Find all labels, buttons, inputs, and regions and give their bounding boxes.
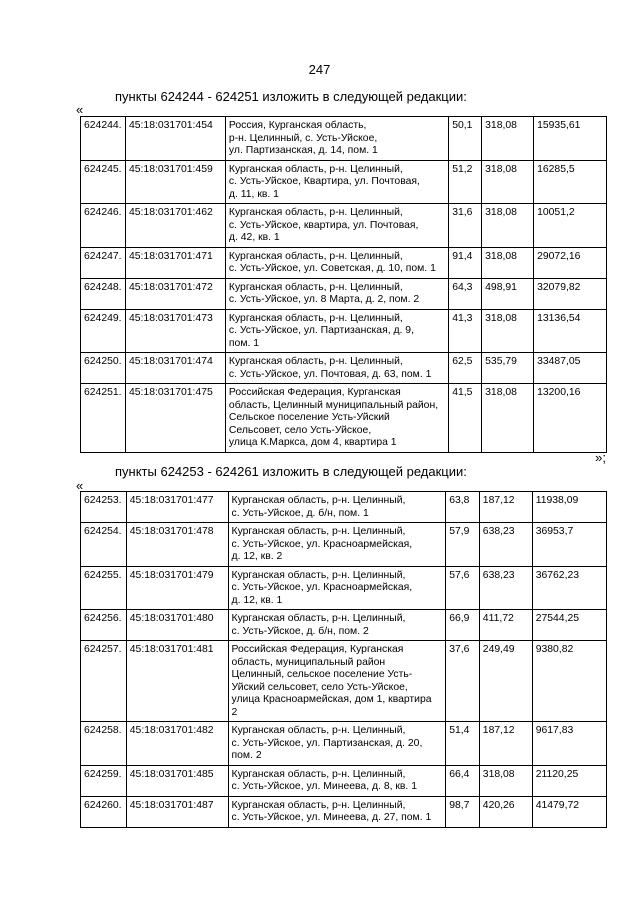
cadastral-value-cell: 36953,7 bbox=[532, 523, 606, 567]
cadastral-value-cell: 9380,82 bbox=[532, 641, 606, 722]
table-row bbox=[81, 204, 607, 248]
row-id-cell: 624258. bbox=[81, 722, 127, 766]
area-cell: 50,1 bbox=[449, 117, 482, 161]
address-cell: Курганская область, р-н. Целинный, с. Усть-Уйское, д. б/н, пом. 2 bbox=[228, 610, 446, 641]
rate-cell: 498,91 bbox=[482, 278, 534, 309]
table-row bbox=[81, 247, 607, 278]
area-cell: 41,5 bbox=[449, 384, 482, 453]
rate-cell: 187,12 bbox=[479, 722, 532, 766]
address-cell: Курганская область, р-н. Целинный, с. Усть-Уйское, ул. Почтовая, д. 63, пом. 1 bbox=[225, 353, 448, 384]
table-row bbox=[81, 523, 607, 567]
cadastral-value-cell: 29072,16 bbox=[534, 247, 607, 278]
area-cell: 66,4 bbox=[446, 765, 480, 796]
address-cell: Курганская область, р-н. Целинный, с. Усть-Уйское, квартира, ул. Почтовая, д. 42, кв. 1 bbox=[225, 204, 448, 248]
area-cell: 98,7 bbox=[446, 796, 480, 827]
row-id-cell: 624244. bbox=[81, 117, 126, 161]
table-row bbox=[81, 641, 607, 722]
table-row bbox=[81, 278, 607, 309]
rate-cell: 318,08 bbox=[479, 765, 532, 796]
table-row bbox=[81, 796, 607, 827]
row-id-cell: 624259. bbox=[81, 765, 127, 796]
cadastral-number-cell: 45:18:031701:480 bbox=[126, 610, 228, 641]
address-cell: Курганская область, р-н. Целинный, с. Усть-Уйское, Квартира, ул. Почтовая, д. 11, кв. 1 bbox=[225, 160, 448, 204]
rate-cell: 535,79 bbox=[482, 353, 534, 384]
cadastral-value-cell: 21120,25 bbox=[532, 765, 606, 796]
section1-close-quote: »; bbox=[595, 450, 606, 465]
cadastral-value-cell: 10051,2 bbox=[534, 204, 607, 248]
rate-cell: 318,08 bbox=[482, 309, 534, 353]
cadastral-number-cell: 45:18:031701:459 bbox=[125, 160, 225, 204]
row-id-cell: 624256. bbox=[81, 610, 127, 641]
table-row bbox=[81, 610, 607, 641]
row-id-cell: 624260. bbox=[81, 796, 127, 827]
address-cell: Россия, Курганская область, р-н. Целинный, с. Усть-Уйское, ул. Партизанская, д. 14, пом. 1 bbox=[225, 117, 448, 161]
cadastral-number-cell: 45:18:031701:454 bbox=[125, 117, 225, 161]
cadastral-number-cell: 45:18:031701:487 bbox=[126, 796, 228, 827]
cadastral-value-cell: 15935,61 bbox=[534, 117, 607, 161]
rate-cell: 638,23 bbox=[479, 566, 532, 610]
cadastral-value-cell: 27544,25 bbox=[532, 610, 606, 641]
cadastral-number-cell: 45:18:031701:471 bbox=[125, 247, 225, 278]
cadastral-value-cell: 32079,82 bbox=[534, 278, 607, 309]
area-cell: 64,3 bbox=[449, 278, 482, 309]
address-cell: Курганская область, р-н. Целинный, с. Усть-Уйское, ул. Советская, д. 10, пом. 1 bbox=[225, 247, 448, 278]
cadastral-value-cell: 16285,5 bbox=[534, 160, 607, 204]
area-cell: 66,9 bbox=[446, 610, 480, 641]
cadastral-value-cell: 36762,23 bbox=[532, 566, 606, 610]
address-cell: Курганская область, р-н. Целинный, с. Усть-Уйское, ул. Минеева, д. 8, кв. 1 bbox=[228, 765, 446, 796]
area-cell: 62,5 bbox=[449, 353, 482, 384]
row-id-cell: 624255. bbox=[81, 566, 127, 610]
row-id-cell: 624249. bbox=[81, 309, 126, 353]
cadastral-value-cell: 33487,05 bbox=[534, 353, 607, 384]
rate-cell: 318,08 bbox=[482, 384, 534, 453]
cadastral-number-cell: 45:18:031701:477 bbox=[126, 492, 228, 523]
area-cell: 41,3 bbox=[449, 309, 482, 353]
cadastral-value-cell: 9617,83 bbox=[532, 722, 606, 766]
address-cell: Российская Федерация, Курганская область, Целинный муниципальный район, Сельское поселение Усть-Уйский Сельсовет, село Усть-Уйское, улица К.Маркса, дом 4, квартира 1 bbox=[225, 384, 448, 453]
cadastral-number-cell: 45:18:031701:479 bbox=[126, 566, 228, 610]
table-row bbox=[81, 765, 607, 796]
cadastral-value-cell: 13136,54 bbox=[534, 309, 607, 353]
cadastral-number-cell: 45:18:031701:462 bbox=[125, 204, 225, 248]
row-id-cell: 624246. bbox=[81, 204, 126, 248]
rate-cell: 318,08 bbox=[482, 160, 534, 204]
rate-cell: 318,08 bbox=[482, 117, 534, 161]
cadastral-number-cell: 45:18:031701:481 bbox=[126, 641, 228, 722]
page-number: 247 bbox=[308, 62, 331, 77]
area-cell: 31,6 bbox=[449, 204, 482, 248]
cadastral-number-cell: 45:18:031701:472 bbox=[125, 278, 225, 309]
table-row bbox=[81, 117, 607, 161]
table-row bbox=[81, 566, 607, 610]
area-cell: 51,4 bbox=[446, 722, 480, 766]
row-id-cell: 624245. bbox=[81, 160, 126, 204]
rate-cell: 420,26 bbox=[479, 796, 532, 827]
rate-cell: 318,08 bbox=[482, 204, 534, 248]
address-cell: Курганская область, р-н. Целинный, с. Усть-Уйское, ул. 8 Марта, д. 2, пом. 2 bbox=[225, 278, 448, 309]
rate-cell: 638,23 bbox=[479, 523, 532, 567]
section1-table bbox=[80, 116, 607, 453]
table-row bbox=[81, 384, 607, 453]
table-row bbox=[81, 309, 607, 353]
cadastral-value-cell: 11938,09 bbox=[532, 492, 606, 523]
rate-cell: 187,12 bbox=[479, 492, 532, 523]
address-cell: Курганская область, р-н. Целинный, с. Усть-Уйское, ул. Партизанская, д. 20, пом. 2 bbox=[228, 722, 446, 766]
area-cell: 91,4 bbox=[449, 247, 482, 278]
rate-cell: 249,49 bbox=[479, 641, 532, 722]
section1-open-quote: « bbox=[76, 102, 84, 117]
area-cell: 51,2 bbox=[449, 160, 482, 204]
cadastral-number-cell: 45:18:031701:473 bbox=[125, 309, 225, 353]
section1-intro: пункты 624244 - 624251 изложить в следующей редакции: bbox=[115, 89, 467, 104]
rate-cell: 411,72 bbox=[479, 610, 532, 641]
area-cell: 57,9 bbox=[446, 523, 480, 567]
section2-open-quote: « bbox=[76, 478, 84, 493]
row-id-cell: 624250. bbox=[81, 353, 126, 384]
cadastral-number-cell: 45:18:031701:482 bbox=[126, 722, 228, 766]
address-cell: Российская Федерация, Курганская область, муниципальный район Целинный, сельское поселение Усть- Уйский сельсовет, село Усть-Уйское, улица Красноармейская, дом 1, квартира 2 bbox=[228, 641, 446, 722]
area-cell: 57,6 bbox=[446, 566, 480, 610]
cadastral-number-cell: 45:18:031701:475 bbox=[125, 384, 225, 453]
rate-cell: 318,08 bbox=[482, 247, 534, 278]
address-cell: Курганская область, р-н. Целинный, с. Усть-Уйское, ул. Красноармейская, д. 12, кв. 2 bbox=[228, 523, 446, 567]
area-cell: 63,8 bbox=[446, 492, 480, 523]
table-row bbox=[81, 722, 607, 766]
table-row bbox=[81, 492, 607, 523]
row-id-cell: 624257. bbox=[81, 641, 127, 722]
table-row bbox=[81, 353, 607, 384]
cadastral-number-cell: 45:18:031701:485 bbox=[126, 765, 228, 796]
address-cell: Курганская область, р-н. Целинный, с. Усть-Уйское, ул. Партизанская, д. 9, пом. 1 bbox=[225, 309, 448, 353]
section2-intro: пункты 624253 - 624261 изложить в следующей редакции: bbox=[115, 464, 467, 479]
cadastral-number-cell: 45:18:031701:478 bbox=[126, 523, 228, 567]
cadastral-value-cell: 41479,72 bbox=[532, 796, 606, 827]
table-row bbox=[81, 160, 607, 204]
row-id-cell: 624247. bbox=[81, 247, 126, 278]
section2-table bbox=[80, 491, 607, 828]
row-id-cell: 624251. bbox=[81, 384, 126, 453]
address-cell: Курганская область, р-н. Целинный, с. Усть-Уйское, ул. Красноармейская, д. 12, кв. 1 bbox=[228, 566, 446, 610]
address-cell: Курганская область, р-н. Целинный, с. Усть-Уйское, д. б/н, пом. 1 bbox=[228, 492, 446, 523]
area-cell: 37,6 bbox=[446, 641, 480, 722]
cadastral-number-cell: 45:18:031701:474 bbox=[125, 353, 225, 384]
row-id-cell: 624254. bbox=[81, 523, 127, 567]
row-id-cell: 624253. bbox=[81, 492, 127, 523]
address-cell: Курганская область, р-н. Целинный, с. Усть-Уйское, ул. Минеева, д. 27, пом. 1 bbox=[228, 796, 446, 827]
cadastral-value-cell: 13200,16 bbox=[534, 384, 607, 453]
row-id-cell: 624248. bbox=[81, 278, 126, 309]
